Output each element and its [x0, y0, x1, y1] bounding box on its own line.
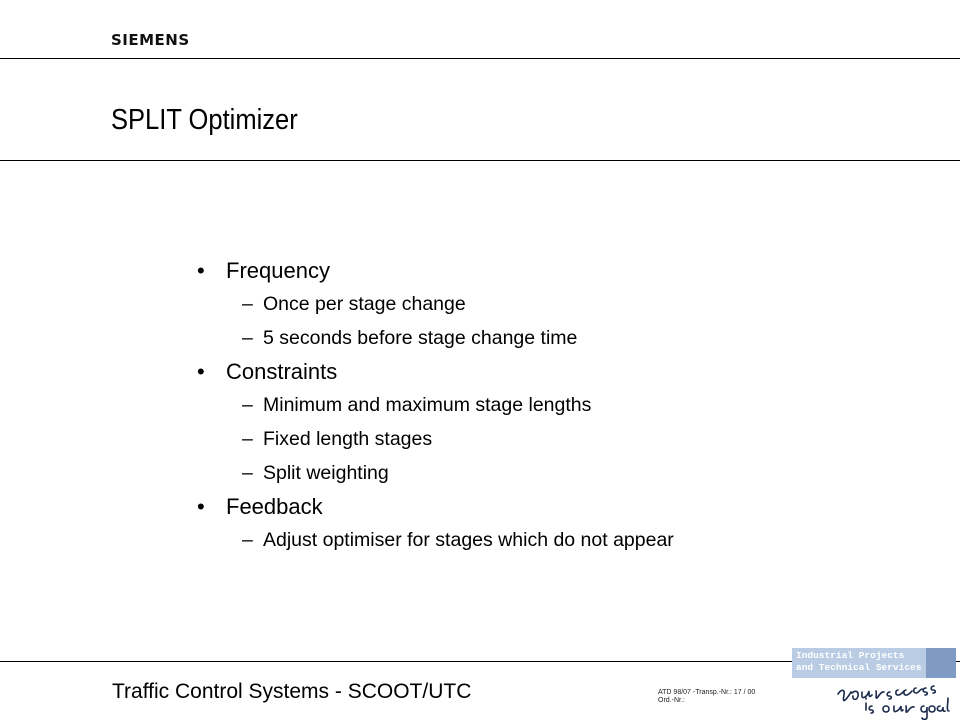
banner-text — [796, 650, 921, 674]
sub-bullet-item — [197, 321, 837, 355]
dash-marker: – — [242, 428, 253, 450]
dash-marker: – — [242, 394, 253, 416]
sub-bullet-text: Fixed length stages — [263, 428, 433, 450]
bullet-text: Constraints — [226, 359, 338, 384]
reference-line: ATD 98/07 -Transp.-Nr.: 17 / 00 — [658, 689, 756, 696]
bullet-list — [197, 254, 837, 557]
slogan-signature-icon — [830, 672, 955, 720]
sub-bullet-text: Minimum and maximum stage lengths — [263, 394, 592, 416]
bullet-marker: • — [197, 494, 205, 519]
bullet-text: Frequency — [226, 258, 330, 283]
siemens-logo: SIEMENS — [111, 31, 190, 49]
banner-line: and Technical Services — [796, 662, 922, 673]
bullet-marker: • — [197, 258, 205, 283]
sub-bullet-item — [197, 456, 837, 490]
slide-title: SPLIT Optimizer — [111, 104, 298, 136]
bullet-marker: • — [197, 359, 205, 384]
dash-marker: – — [242, 327, 253, 349]
sub-bullet-text: Once per stage change — [263, 293, 466, 315]
bullet-item — [197, 254, 837, 287]
footer-title: Traffic Control Systems - SCOOT/UTC — [112, 680, 472, 703]
header-divider — [0, 58, 960, 59]
title-divider — [0, 160, 960, 161]
sub-bullet-text: Adjust optimiser for stages which do not appear — [263, 529, 674, 551]
sub-bullet-item — [197, 388, 837, 422]
sub-bullet-item — [197, 523, 837, 557]
dash-marker: – — [242, 529, 253, 551]
sub-bullet-item — [197, 422, 837, 456]
sub-bullet-text: 5 seconds before stage change time — [263, 327, 578, 349]
bullet-text: Feedback — [226, 494, 323, 519]
order-number-line: Ord.-Nr.: — [658, 697, 685, 704]
banner-line: Industrial Projects — [796, 650, 905, 661]
document-reference — [658, 689, 755, 705]
bullet-item — [197, 490, 837, 523]
bullet-item — [197, 355, 837, 388]
sub-bullet-item — [197, 287, 837, 321]
dash-marker: – — [242, 293, 253, 315]
dash-marker: – — [242, 462, 253, 484]
sub-bullet-text: Split weighting — [263, 462, 389, 484]
